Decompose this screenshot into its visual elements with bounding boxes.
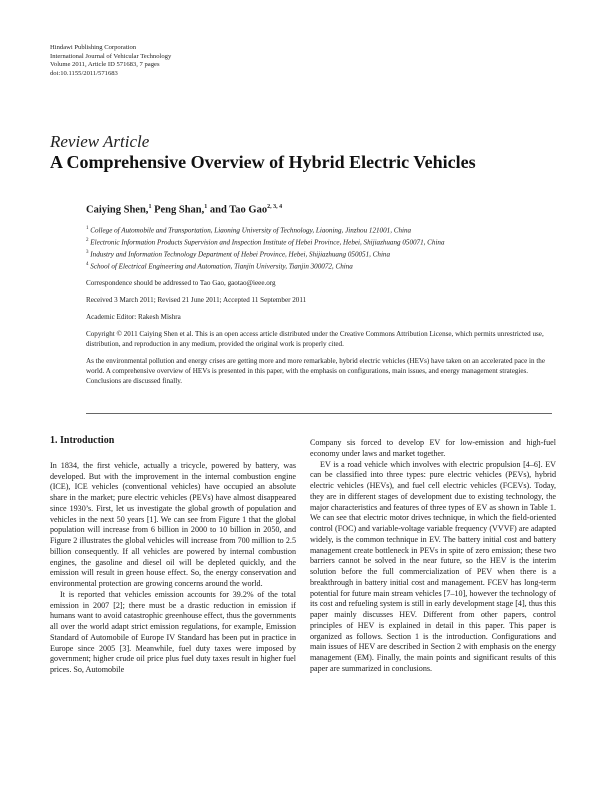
author-affil-mark: 1: [148, 204, 152, 210]
body-paragraph: It is reported that vehicles emission accounts for 39.2% of the total emission in 2007 [2]; there must be a drastic reduction in emission if humans want to avoid catastrophic greenhouse effect, thus the governments all over the world adapt strict emission regulations, for example, Emission Standard of Automobile of Europe IV Standard has been put in practice in Europe since 2005 [3]. Meanwhile, fuel duty taxes were imposed by government; higher crude oil price plus fuel duty taxes result in higher fuel prices. So, Automobile: [50, 589, 296, 674]
left-column: [50, 436, 296, 676]
body-paragraph: In 1834, the first vehicle, actually a tricycle, powered by battery, was developed. But with the improvement in the internal combustion engine (ICE), ICE vehicles (conventional vehicles) have occupied an absolute share in the market; pure electric vehicles (PEVs) have almost disappeared since 1930’s. First, let us investigate the global growth of population and vehicles in the next 50 years [1]. We can see from Figure 1 that the global population will increase from 6 billion in 2000 to 10 billion in 2050, and Figure 2 illustrates the global vehicles will increase from 700 million to 2.5 billion consequently. If all vehicles are powered by internal combustion engines, the gasoline and diesel oil will be depleted quickly, and the emission will result in green house effect. So, the energy conservation and environmental protection are growing concerns around the world.: [50, 460, 296, 588]
author-name: Peng Shan,: [154, 204, 205, 216]
right-column: [310, 438, 556, 675]
publication-header: [50, 44, 171, 78]
author-affil-mark: 2, 3, 4: [267, 204, 283, 210]
affiliation-mark: 3: [86, 249, 89, 255]
affiliation-item: [86, 224, 552, 236]
affiliation-item: [86, 260, 552, 272]
publisher-name: Hindawi Publishing Corporation: [50, 44, 137, 51]
academic-editor: Academic Editor: Rakesh Mishra: [86, 313, 181, 322]
front-matter: [86, 204, 552, 386]
author-name: and Tao Gao: [209, 204, 268, 216]
affiliation-list: [86, 224, 552, 273]
history-dates: Received 3 March 2011; Revised 21 June 2011; Accepted 11 September 2011: [86, 296, 307, 305]
affiliation-text: Electronic Information Products Supervision and Inspection Institute of Hebei Province, Hebei, Shijiazhuang 050071, China: [90, 238, 445, 247]
author-list: [86, 204, 552, 216]
affiliation-text: School of Electrical Engineering and Automation, Tianjin University, Tianjin 300072, China: [90, 262, 353, 271]
affiliation-text: College of Automobile and Transportation, Liaoning University of Technology, Liaoning, Jinzhou 121001, China: [90, 225, 412, 234]
body-paragraph: EV is a road vehicle which involves with electric propulsion [4–6]. EV can be classified into three types: pure electric vehicles (PEVs), hybrid electric vehicles (HEVs), and fuel cell electric vehicles (FCEVs). Today, they are in different stages of development due to existing technology, the major characteristics and features of three types of EV as shown in Table 1. We can see that electric motor drives technique, in which the field-oriented control (FOC) and variable-voltage variable frequency (VVVF) are adapted widely, is the common technique in EV. The battery initial cost and battery management create bottleneck in PEVs in spite of zero emission; these two barriers cannot be solved in the near future, so the HEV is the interim solution before the full commercialization of PEV when there is a breakthrough in battery initial cost and management. FCEV has long-term potential for future main stream vehicles [7–10], however the technology of its cost and refueling system is still in early development stage [4], thus this paper mainly discusses HEV. Different from other papers, control principles of HEV is explained in detail in this paper. This paper is organized as follows. Section 1 is the introduction. Configurations and main issues of HEV are described in Section 2 with emphasis on the energy management (EM). Finally, the main points and significant results of this paper are summarized in conclusions.: [310, 459, 556, 673]
affiliation-mark: 4: [86, 261, 89, 267]
doi-link[interactable]: doi:10.1155/2011/571683: [50, 69, 118, 77]
affiliation-item: [86, 248, 552, 260]
author-affil-mark: 1: [204, 204, 208, 210]
copyright-notice: Copyright © 2011 Caiying Shen et al. This is an open access article distributed under the Creative Commons Attribution License, which permits unrestricted use, distribution, and reproduction in any medium, provided the original work is properly cited.: [86, 330, 544, 348]
affiliation-text: Industry and Information Technology Department of Hebei Province, Hebei, Shijiazhuang 050051, China: [90, 250, 391, 259]
article-type: Review Article: [50, 132, 150, 151]
body-paragraph: Company sis forced to develop EV for low-emission and high-fuel economy under laws and market together.: [310, 438, 556, 458]
section-heading: 1. Introduction: [50, 435, 115, 446]
affiliation-item: [86, 236, 552, 248]
journal-name: International Journal of Vehicular Technology: [50, 52, 172, 60]
abstract-text: As the environmental pollution and energy crises are getting more and more remarkable, hybrid electric vehicles (HEVs) have taken on an accelerated pace in the world. A comprehensive overview of HEVs is presented in this paper, with the emphasis on configurations, main issues, and energy management strategies. Conclusions are discussed finally.: [86, 357, 546, 385]
author-name: Caiying Shen,: [86, 204, 149, 216]
affiliation-mark: 1: [86, 225, 89, 231]
volume-info: Volume 2011, Article ID 571683, 7 pages: [50, 61, 160, 69]
affiliation-mark: 2: [86, 237, 89, 243]
correspondence-line: Correspondence should be addressed to Tao Gao, gaotao@ieee.org: [86, 279, 276, 288]
section-divider: [86, 413, 552, 414]
article-title: A Comprehensive Overview of Hybrid Electric Vehicles: [50, 152, 476, 172]
